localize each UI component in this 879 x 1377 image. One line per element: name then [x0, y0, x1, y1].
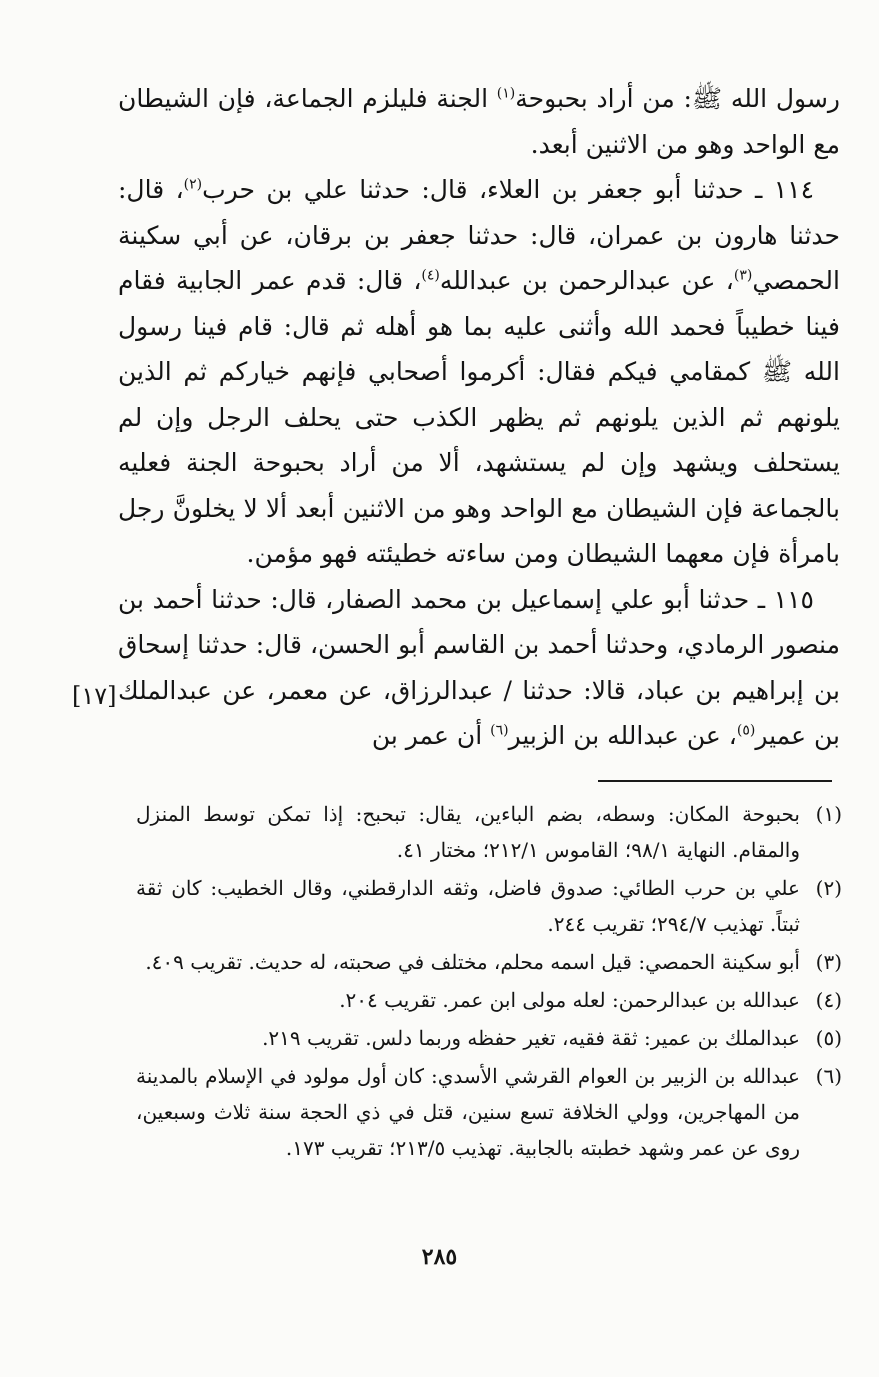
main-text [118, 76, 840, 759]
text-run: ، عن عبدالرحمن بن عبدالله [439, 266, 734, 295]
footnote-number: (٢) [815, 876, 842, 900]
footnote-4 [136, 982, 842, 1018]
footnote-3 [136, 944, 842, 980]
footnote-number: (٤) [815, 988, 842, 1012]
paragraph-continuation [118, 76, 840, 167]
text-run: أن عمر بن [371, 721, 491, 750]
footnote-text: أبو سكينة الحمصي: قيل اسمه محلم، مختلف في صحبته، له حديث. تقريب ٤٠٩. [145, 950, 800, 974]
footnote-number: (٦) [815, 1064, 842, 1088]
text-run: ، قال: حدثنا هارون بن عمران، قال: حدثنا جعفر بن برقان، عن أبي سكينة الحمصي [118, 175, 840, 295]
text-run: ، قال: قدم عمر الجابية فقام فينا خطيباً فحمد الله وأثنى عليه بما هو أهله ثم قال: قام فينا رسول الله ﷺ كمقامي فيكم فقال: أكرموا أصحابي فإنهم خياركم ثم الذين يلونهم ثم الذين يلونهم ثم يظهر الكذب حتى يحلف الرجل وإن لم يستحلف ويشهد وإن لم يستشهد، ألا من أراد بحبوحة الجنة فعليه بالجماعة فإن الشيطان مع الواحد وهو من الاثنين أبعد ألا لا يخلونَّ رجل بامرأة فإن معهما الشيطان ومن ساءته خطيئته فهو مؤمن. [118, 266, 840, 568]
footnote-1 [136, 796, 842, 868]
footnote-number: (٣) [815, 950, 842, 974]
page-number: ٢٨٥ [421, 1244, 458, 1270]
footnote-ref-4: (٤) [421, 267, 440, 284]
footnote-text: بحبوحة المكان: وسطه، بضم الباءين، يقال: تبحبح: إذا تمكن توسط المنزل والمقام. النهاية ٩٨/١؛ القاموس ٢١٢/١؛ مختار ٤١. [136, 802, 800, 862]
manuscript-folio-marker: [١٧] [72, 682, 117, 710]
hadith-115 [118, 577, 840, 759]
footnote-text: عبدالله بن عبدالرحمن: لعله مولى ابن عمر. تقريب ٢٠٤. [339, 988, 800, 1012]
text-run: ١١٥ ـ حدثنا أبو علي إسماعيل بن محمد الصفار، قال: حدثنا أحمد بن منصور الرمادي، وحدثنا أحمد بن القاسم أبو الحسن، قال: حدثنا إسحاق بن إبراهيم بن عباد، قالا: حدثنا / عبدالرزاق، عن معمر، عن عبدالملك بن عمير [118, 584, 840, 750]
footnote-text: عبدالله بن الزبير بن العوام القرشي الأسدي: كان أول مولود في الإسلام بالمدينة من المهاجرين، وولي الخلافة تسع سنين، قتل في ذي الحجة سنة ثلاث وسبعين، روى عن عمر وشهد خطبته بالجابية. تهذيب ٢١٣/٥؛ تقريب ١٧٣. [136, 1064, 800, 1160]
hadith-114 [118, 167, 840, 577]
text-run: الجنة فليلزم الجماعة، فإن الشيطان مع الواحد وهو من الاثنين أبعد. [118, 84, 840, 159]
footnote-ref-6: (٦) [490, 722, 509, 739]
footnote-number: (١) [815, 802, 842, 826]
text-run: رسول الله ﷺ: من أراد بحبوحة [515, 84, 840, 113]
footnote-ref-5: (٥) [736, 722, 756, 739]
footnote-2 [136, 870, 842, 942]
footnote-6 [136, 1058, 842, 1166]
text-run: ، عن عبدالله بن الزبير [508, 721, 737, 750]
footnote-ref-2: (٢) [183, 176, 203, 193]
footnote-ref-1: (١) [496, 85, 516, 102]
footnote-5 [136, 1020, 842, 1056]
footnote-text: علي بن حرب الطائي: صدوق فاضل، وثقه الدارقطني، وقال الخطيب: كان ثقة ثبتاً. تهذيب ٢٩٤/٧؛ تقريب ٢٤٤. [136, 876, 800, 936]
footnote-ref-3: (٣) [733, 267, 753, 284]
footnote-separator [598, 780, 832, 782]
footnotes [136, 796, 842, 1168]
footnote-number: (٥) [815, 1026, 842, 1050]
footnote-text: عبدالملك بن عمير: ثقة فقيه، تغير حفظه وربما دلس. تقريب ٢١٩. [262, 1026, 800, 1050]
text-run: ١١٤ ـ حدثنا أبو جعفر بن العلاء، قال: حدثنا علي بن حرب [202, 175, 815, 204]
